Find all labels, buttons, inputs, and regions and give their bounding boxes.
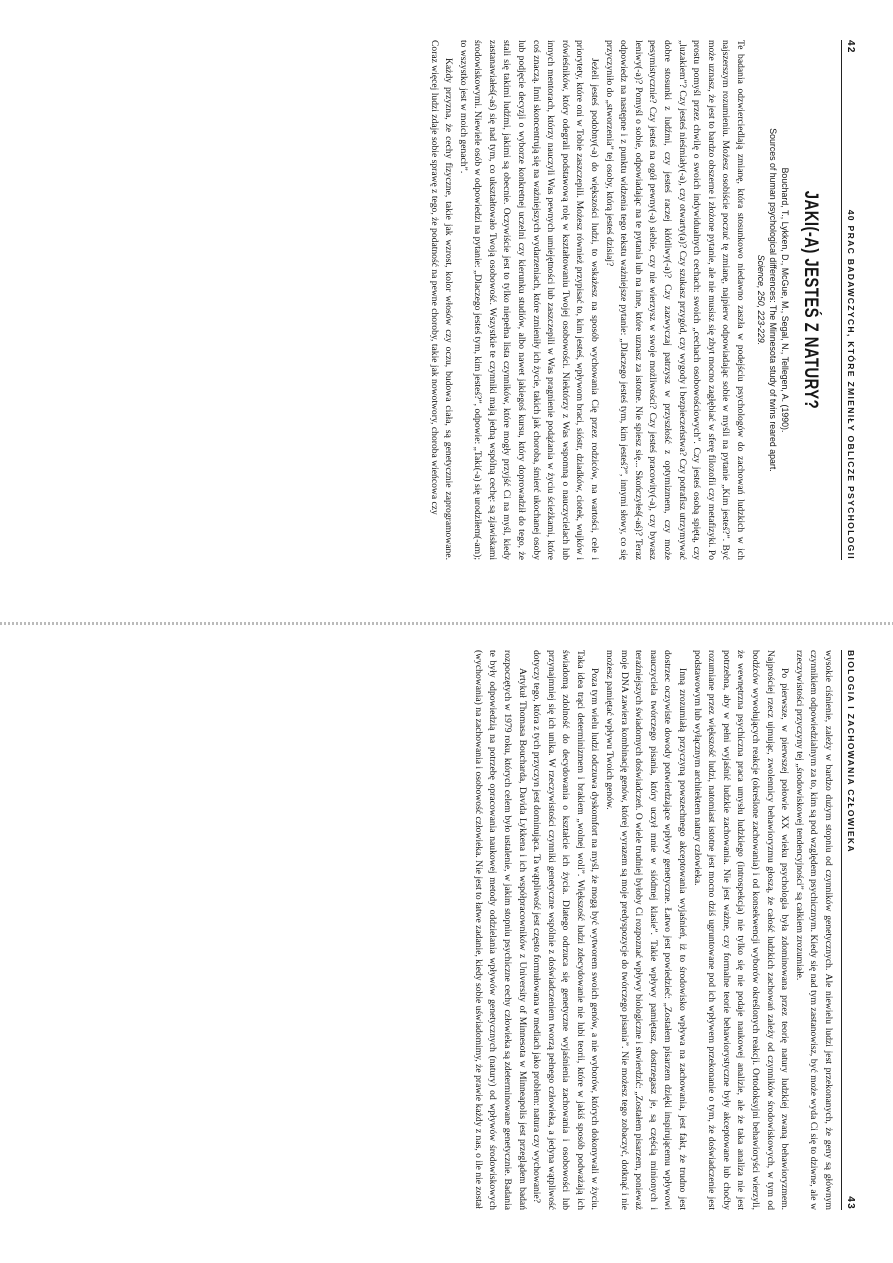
- page-number: 43: [845, 1196, 856, 1210]
- running-head: 40 PRAC BADAWCZYCH, KTÓRE ZMIENIŁY OBLICZE PSYCHOLOGII: [846, 209, 856, 560]
- citation-title: Sources of human psychological differences: The Minnesota study of twins reared apart.: [768, 128, 778, 472]
- page-divider: [0, 622, 893, 625]
- paragraph: Jeżeli jesteś podobny(-a) do większości ludzi, to wskażesz na sposób wychowania Cię przez rodziców, na wartości, cele i priorytety, które oni w Tobie zaszczepili. Możesz również przypisać to, kim jesteś, wpływom braci, sióstr, dziadków, ciotek, wujków i rówieśników, który odegrali podstawową rolę w kształtowaniu Twojej osobowości. Niektórzy z Was wspomną o nauczycielach lub innych mentorach, którzy nauczyli Was pewnych umiejętności lub zaszczepili w Was pragnienie podążania w życiu ścieżkami, które coś znaczą. Inni skoncentrują się na ważniejszych wydarzeniach, które zmieniły ich życie, takich jak choroba, śmierć ukochanej osoby lub podjęcie decyzji o wyborze konkretnej uczelni czy kierunku studiów, albo nawet jakiegoś kursu, który doprowadził do tego, że stali się takimi ludźmi, jakimi są obecnie. Oczywiście jest to tylko niepełna lista czynników, które mogły przyjść Ci na myśl, kiedy zastanawiałeś(-aś) się nad tym, co ukształtowało Twoją osobowość. Wszystkie te czynniki mają jedną wspólną cechę: są zjawiskami środowiskowymi. Niewiele osób w odpowiedzi na pytanie: „Dlaczego jesteś tym, kim jesteś?”, odpowie: „Taki(-a) się urodziłem(-am); to wszystko jest w moich genach”.: [457, 40, 601, 560]
- running-head: BIOLOGIA I ZACHOWANIA CZŁOWIEKA: [846, 650, 856, 853]
- paragraph: wysokie ciśnienie, zależy w bardzo dużym stopniu od czynników genetycznych. Ale niewielu ludzi jest przekonanych, że geny są głównym czynnikiem odpowiedzialnym za to, kim są pod względem psychicznym. Kiedy się nad tym zastanowisz, być może wyda Ci się to dziwne, ale w rzeczywistości przyczyny tej „środowiskowej tendencyjności” są całkiem zrozumiałe.: [793, 650, 834, 1210]
- chapter-title: JAKI(-A) JESTEŚ Z NATURY?: [800, 190, 821, 410]
- body-text: [426, 40, 747, 560]
- body-text: [470, 650, 835, 1210]
- paragraph: Każdy przyzna, że cechy fizyczne, takie jak wzrost, kolor włosów czy oczu, budowa ciała, są genetycznie zaprogramowane. Coraz więcej ludzi zdaje sobie sprawę z tego, że podatność na pewne choroby, takie jak nowotwory, choroba wieńcowa czy: [428, 40, 455, 560]
- page-42: [26, 40, 856, 560]
- paragraph: Artykuł Thomasa Boucharda, Davida Lykkena i ich współpracowników z University of Minnesota w Minneapolis jest przeglądem badań rozpoczętych w 1979 roku, których celem było ustalenie, w jakim stopniu psychiczne cechy człowieka są zdeterminowane genetycznie. Badania te były odpowiedzią na potrzebę opracowania naukowej metody oddzielania wpływów genetycznych (natury) od wpływów środowiskowych (wychowania) na zachowania i osobowość człowieka. Nie jest to łatwe zadanie, kiedy sobie uświadomimy, że prawie każdy z nas, o ile nie został: [472, 650, 528, 1210]
- page-header: [845, 650, 856, 1210]
- paragraph: Te badania odzwierciedlają zmianę, która stosunkowo niedawno zaszła w podejściu psychologów do zachowań ludzkich w ich najszerszym rozumieniu. Możesz osobiście poczuć tę zmianę, najpierw odpowiadając sobie w myśli na pytanie „Kim jesteś?”. Być może uznasz, że jest to bardzo obszerne i złożone pytanie, ale nie musisz się zbyt mocno zagłębiać w sferę filozofii czy metafizyki. Po prostu pomyśl przez chwilę o swoich indywidualnych cechach: swoich „cechach osobowościowych”. Czy jesteś osobą spiętą, czy „luzakiem”? Czy jesteś nieśmiały(-a), czy otwarty(a)? Czy szukasz przygód, czy wygody i bezpieczeństwa? Czy potrafisz utrzymywać dobre stosunki z ludźmi, czy jesteś raczej kłótliwy(-a)? Czy zazwyczaj patrzysz w przyszłość z optymizmem, czy może pesymistycznie? Czy jesteś na ogół pewny(-a) siebie, czy nie wierzysz w swoje możliwości? Czy jesteś pracowity(-a), czy bywasz leniwy(-a)? Pomyśl o sobie, odpowiadając na te pytania lub na inne, które uznasz za istotne. Nie spiesz się... Skończyłeś(-aś)? Teraz odpowiedz na następne i z punktu widzenia tego tekstu ważniejsze pytanie: „Dlaczego jesteś tym, kim jesteś?”, innymi słowy, co się przyczyniło do „stworzenia” tej osoby, którą jesteś dzisiaj?: [603, 40, 746, 560]
- citation-authors: Bouchard, T., Lykken, D., McGue, M., Segal, N., Tellegen, A. (1990).: [780, 167, 790, 433]
- citation: [755, 40, 791, 560]
- paragraph: Inną zrozumiałą przyczyną powszechnego akceptowania wyjaśnień, iż to środowisko wpływa na zachowania, jest fakt, że trudno jest dostrzec oczywiste dowody potwierdzające wpływy genetyczne. Łatwo jest powiedzieć: „Zostałem pisarzem dzięki inspirującemu wpływowi nauczyciela twórczego pisania, który uczył mnie w siódmej klasie”. Takie wpływy pamiętasz, dostrzegasz je, są częścią minionych i teraźniejszych świadomych doświadczeń. O wiele trudniej byłoby Ci rozpoznać wpływy biologiczne i stwierdzić: „Zostałem pisarzem, ponieważ moje DNA zawiera kombinację genów, której wyrazem są moje predyspozycje do twórczego pisania”. Nie możesz tego zobaczyć, dotknąć i nie możesz pamiętać wpływu Twoich genów.: [604, 650, 689, 1210]
- paragraph: Po pierwsze, w pierwszej połowie XX wieku psychologia była zdominowana przez teorię natury ludzkiej zwaną behawioryzmem. Najprościej rzecz ujmując, zwolennicy behawioryzmu głoszą, że całość ludzkich zachowań zależy od czynników środowiskowych, w tym od bodźców wywołujących reakcje (określone zachowania) i od konsekwencji wyborów określonych reakcji. Ortodoksyjni behawioryści wierzyli, że wewnętrzna psychiczna praca umysłu ludzkiego (introspekcja) nie tylko się nie podaje naukowej analizie, ale że taka analiza nie jest potrzebna, aby w pełni wyjaśnić ludzkie zachowania. Nie jest ważne, czy formalne teorie behawiorystyczne były akceptowane lub choćby rozumiane przez większość ludzi, natomiast istotne jest mocno dziś ugruntowane pod ich wpływem przekonanie o tym, że doświadczenie jest podstawowym lub wyłącznym architektem natury człowieka.: [691, 650, 791, 1210]
- page-number: 42: [845, 40, 856, 54]
- page-43: [26, 650, 856, 1210]
- header-rule: [841, 650, 842, 1210]
- header-rule: [841, 40, 842, 560]
- paragraph: Poza tym wielu ludzi odczuwa dyskomfort na myśl, że mogą być wytworem swoich genów, a nie wyborów, których dokonywali w życiu. Taka idea trąci determinizmem i brakiem „wolnej woli”. Większość ludzi zdecydowanie nie lubi teorii, które w jakiś sposób podważają ich świadomą zdolność do decydowania o kształcie ich życia. Dlatego odrzuca się genetyczne wyjaśnienia zachowania i osobowości lub przynajmniej się ich unika. W rzeczywistości czynniki genetyczne wspólnie z doświadczeniem tworzą pełnego człowieka, a jedyna wątpliwość dotyczy tego, która z tych przyczyn jest dominująca. Ta wątpliwość jest często formułowana w mediach jako problem: natura czy wychowanie?: [531, 650, 601, 1210]
- page-header: [845, 40, 856, 560]
- citation-journal: Science, 250, 223-229.: [756, 254, 766, 346]
